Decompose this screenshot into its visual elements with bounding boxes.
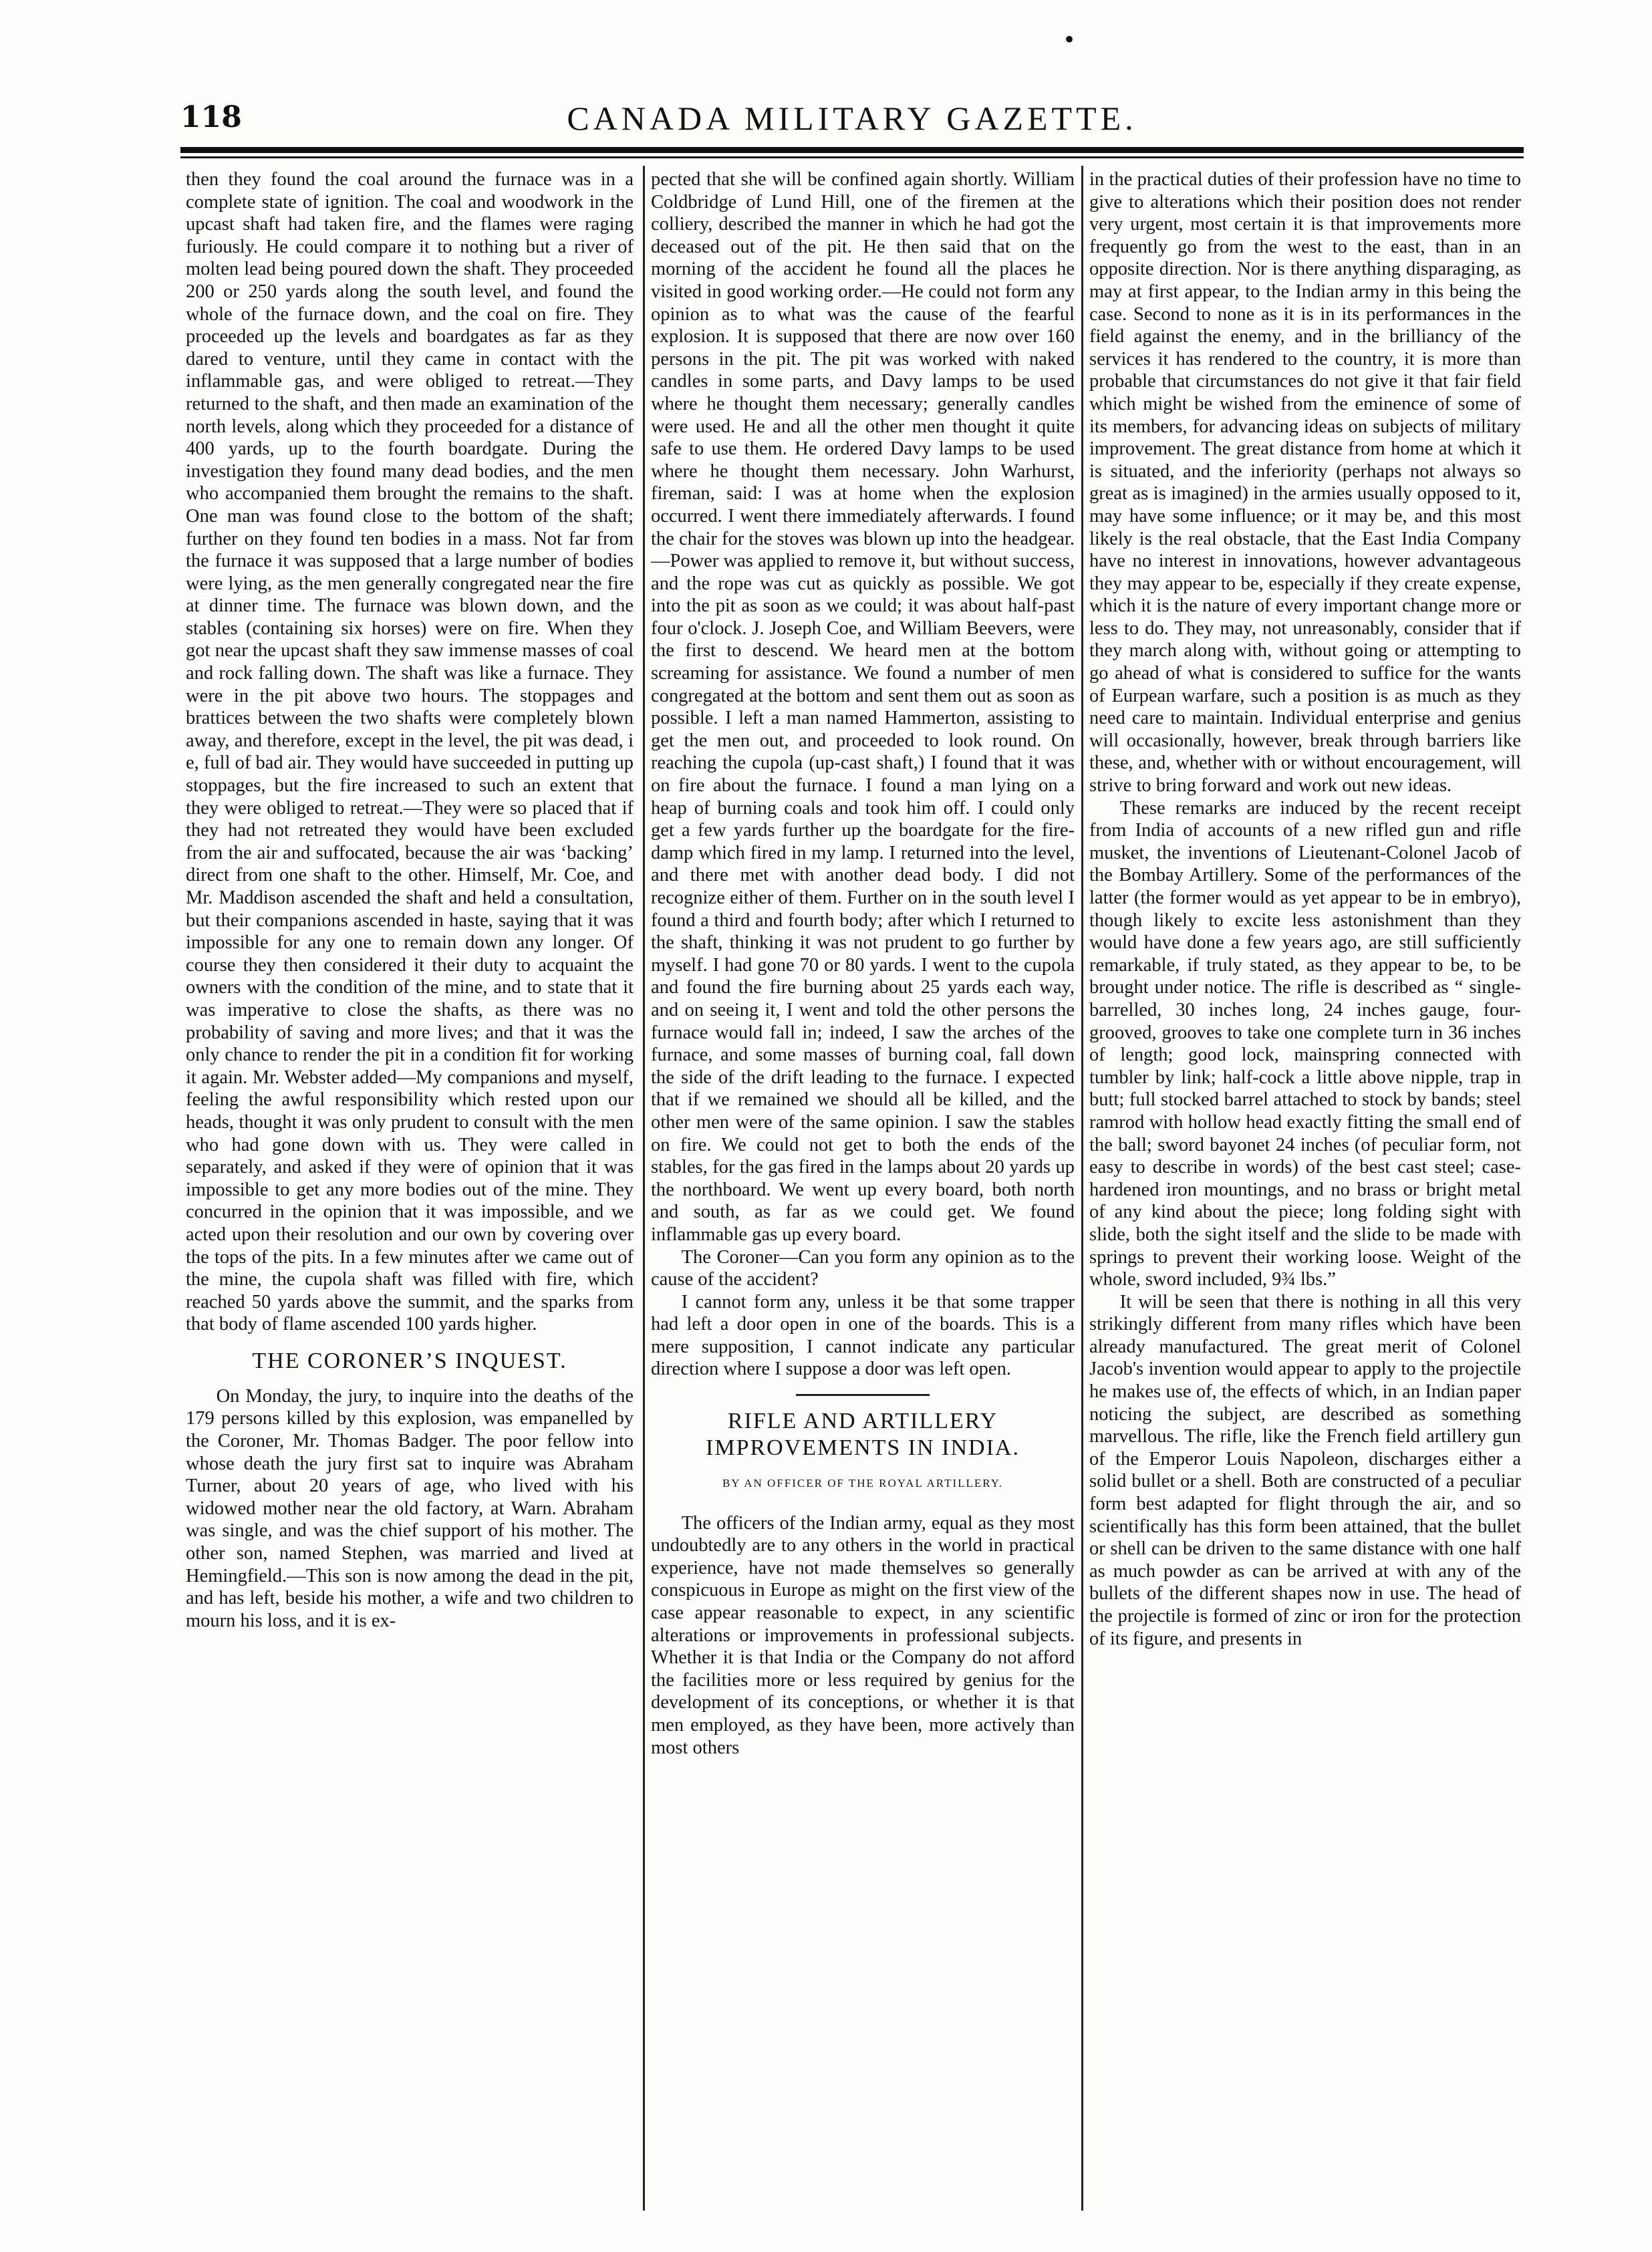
section-divider bbox=[796, 1394, 930, 1396]
article-paragraph: The officers of the Indian army, equal as they most undoubtedly are to any others in the world in practical experience, have not made themselves so generally conspicuous in Europe as might on the first view of the case appear reasonable to expect, in any scientific alterations or improvements in professional subjects. Whether it is that India or the Company do not afford the facilities more or less required by genius for the development of its conceptions, or whether it is that men employed, as they have been, more actively than most others bbox=[651, 1512, 1075, 1758]
section-heading: THE CORONER’S INQUEST. bbox=[252, 1348, 567, 1373]
article-paragraph: These remarks are induced by the recent receipt from India of accounts of a new rifled gun and rifle musket, the inventions of Lieutenant-Colonel Jacob of the Bombay Artillery. Some of the performances of the latter (the former would as yet appear to be in embryo), though likely to excite less astonishment than they would have done a few years ago, are still sufficiently remarkable, if truly stated, as they appear to be, to be brought under notice. The rifle is described as “ single-barrelled, 30 inches long, 24 inches gauge, four-grooved, grooves to take one complete turn in 36 inches of length; good lock, mainspring connected with tumbler by link; half-cock a little above nipple, trap in butt; full stocked barrel attached to stock by bands; steel ramrod with hollow head exactly fitting the small end of the ball; sword bayonet 24 inches (of peculiar form, not easy to describe in words) of the best cast steel; case-hardened iron mountings, and no brass or bright metal of any kind about the piece; long folding sight with slide, both the sight itself and the slide to be made with springs to prevent their working loose. Weight of the whole, sword included, 9¾ lbs.” bbox=[1089, 797, 1521, 1290]
header-rule-thick bbox=[180, 147, 1524, 153]
article-paragraph: then they found the coal around the furnace was in a complete state of ignition. The coal and woodwork in the upcast shaft had taken fire, and the flames were raging furiously. He could compare it to nothing but a river of molten lead being poured down the shaft. They proceeded 200 or 250 yards along the south level, and found the whole of the furnace down, and the coal on fire. They proceeded up the levels and boardgates as far as they dared to venture, until they came in contact with the inflammable gas, and were obliged to retreat.—They returned to the shaft, and then made an examination of the north levels, along which they proceeded for a distance of 400 yards, up to the fourth boardgate. During the investigation they found many dead bodies, and the men who accompanied them brought the remains to the shaft. One man was found close to the bottom of the shaft; further on they found ten bodies in a mass. Not far from the furnace it was supposed that a large number of bodies were lying, as the men generally congregated near the fire at dinner time. The furnace was blown down, and the stables (containing six horses) were on fire. When they got near the upcast shaft they saw immense masses of coal and rock falling down. The shaft was like a furnace. They were in the pit above two hours. The stoppages and brattices between the two shafts were completely blown away, and therefore, except in the level, the pit was dead, i e, full of bad air. They would have succeeded in putting up stoppages, but the fire increased to such an extent that they were obliged to retreat.—They were so placed that if they had not retreated they would have been excluded from the air and suffocated, because the air was ‘backing’ direct from one shaft to the other. Himself, Mr. Coe, and Mr. Maddison ascended the shaft and held a consultation, but their companions ascended in haste, saying that it was impossible for any one to remain down any longer. Of course they then considered it their duty to acquaint the owners with the condition of the mine, and to state that it was imperative to close the shafts, as there was no probability of saving and more lives; and that it was the only chance to render the pit in a condition fit for working it again. Mr. Webster added—My companions and myself, feeling the awful responsibility which rested upon our heads, thought it was only prudent to consult with the men who had gone down with us. They were called in separately, and asked if they were of opinion that it was impossible to get any more bodies out of the mine. They concurred in the opinion that it was impossible, and we acted upon their resolution and our own by covering over the tops of the pits. In a few minutes after we came out of the mine, the cupola shaft was filled with fire, which reached 50 yards above the summit, and the sparks from that body of flame ascended 100 yards higher. bbox=[186, 169, 634, 1335]
article-paragraph: On Monday, the jury, to inquire into the deaths of the 179 persons killed by this explosion, was empanelled by the Coroner, Mr. Thomas Badger. The poor fellow into whose death the jury first sat to inquire was Abraham Turner, about 20 years of age, who lived with his widowed mother near the old factory, at Warn. Abraham was single, and was the chief support of his mother. The other son, named Stephen, was married and lived at Hemingfield.—This son is now among the dead in the pit, and has left, beside his mother, a wife and two children to mourn his loss, and it is ex- bbox=[186, 1385, 634, 1631]
page-header bbox=[180, 94, 1524, 140]
column-1 bbox=[186, 168, 634, 2213]
column-rule bbox=[643, 166, 645, 2211]
column-2 bbox=[651, 168, 1075, 2213]
page-number: 118 bbox=[180, 100, 242, 134]
article-heading: RIFLE AND ARTILLERY IMPROVEMENTS IN INDIA. bbox=[706, 1409, 1020, 1461]
article-paragraph: The Coroner—Can you form any opinion as to the cause of the accident? bbox=[651, 1246, 1075, 1290]
article-paragraph: in the practical duties of their profession have no time to give to alterations which their position does not render very urgent, most certain it is that improvements more frequently go from the west to the east, than in an opposite direction. Nor is there anything disparaging, as may at first appear, to the Indian army in this being the case. Second to none as it is in its performances in the field against the enemy, and in the brilliancy of the services it has rendered to the country, it is more than probable that circumstances do not give it that fair field which might be wished from the eminence of some of its members, for advancing ideas on subjects of military improvement. The great distance from home at which it is situated, and the inferiority (perhaps not always so great as is imagined) in the armies usually opposed to it, may have some influence; or it may be, and this most likely is the real obstacle, that the East India Company have no interest in innovations, however advantageous they may appear to be, especially if they create expense, which it is the nature of every important change more or less to do. They may, not unreasonably, consider that if they march along with, without going or attempting to go ahead of what is considered to suffice for the wants of Eurpean warfare, such a position is as much as they need care to maintain. Individual enterprise and genius will occasionally, however, break through barriers like these, and, whether with or without encouragement, will strive to bring forward and work out new ideas. bbox=[1089, 169, 1521, 797]
article-paragraph: It will be seen that there is nothing in all this very strikingly different from many rifles which have been already manufactured. The great merit of Colonel Jacob's invention would appear to apply to the projectile he makes use of, the effects of which, in an Indian paper noticing the subject, are described as something marvellous. The rifle, like the French field artillery gun of the Emperor Louis Napoleon, discharges either a solid bullet or a shell. Both are constructed of a peculiar form best adapted for flight through the air, and so scientifically has this form been attained, that the bullet or shell can be driven to the same distance with one half as much powder as can be arrived at with any of the bullets of the different shapes now in use. The head of the projectile is formed of zinc or iron for the protection of its figure, and presents in bbox=[1089, 1291, 1521, 1649]
column-rule bbox=[1081, 166, 1083, 2211]
column-3 bbox=[1089, 168, 1521, 2213]
article-paragraph: pected that she will be confined again shortly. William Coldbridge of Lund Hill, one of the firemen at the colliery, described the manner in which he had got the deceased out of the pit. He then said that on the morning of the accident he found all the places he visited in good working order.—He could not form any opinion as to what was the cause of the fearful explosion. It is supposed that there are now over 160 persons in the pit. The pit was worked with naked candles in some parts, and Davy lamps to be used where he thought them necessary; generally candles were used. He and all the other men thought it quite safe to use them. He ordered Davy lamps to be used where he thought them necessary. John Warhurst, fireman, said: I was at home when the explosion occurred. I went there immediately afterwards. I found the chair for the stoves was blown up into the headgear.—Power was applied to remove it, but without success, and the rope was cut as quickly as possible. We got into the pit as soon as we could; it was about half-past four o'clock. J. Joseph Coe, and William Beevers, were the first to descend. We heard men at the bottom screaming for assistance. We found a number of men congregated at the bottom and sent them out as soon as possible. I left a man named Hammerton, assisting to get the men out, and proceeded to look round. On reaching the cupola (up-cast shaft,) I found that it was on fire about the furnace. I found a man lying on a heap of burning coals and took him off. I could only get a few yards further up the boardgate for the fire-damp which fired in my lamp. I returned into the level, and there met with another dead body. I did not recognize either of them. Further on in the south level I found a third and fourth body; after which I returned to the shaft, thinking it was not prudent to go further by myself. I had gone 70 or 80 yards. I went to the cupola and found the fire burning about 25 yards each way, and on seeing it, I went and told the other persons the furnace would fall in; indeed, I saw the arches of the furnace, and some masses of burning coal, fall down the side of the drift leading to the furnace. I expected that if we remained we should all be killed, and the other men were of the same opinion. I saw the stables on fire. We could not get to both the ends of the stables, for the gas fired in the lamps about 20 yards up the northboard. We went up every board, both north and south, as far as we could get. We found inflammable gas up every board. bbox=[651, 169, 1075, 1245]
header-rule-thin bbox=[180, 156, 1524, 158]
running-title: CANADA MILITARY GAZETTE. bbox=[567, 100, 1137, 137]
article-paragraph: I cannot form any, unless it be that some trapper had left a door open in one of the boards. This is a mere supposition, I cannot indicate any particular direction where I suppose a door was left open. bbox=[651, 1291, 1075, 1380]
byline: BY AN OFFICER OF THE ROYAL ARTILLERY. bbox=[722, 1477, 1004, 1490]
printer-mark: • bbox=[1063, 27, 1077, 53]
